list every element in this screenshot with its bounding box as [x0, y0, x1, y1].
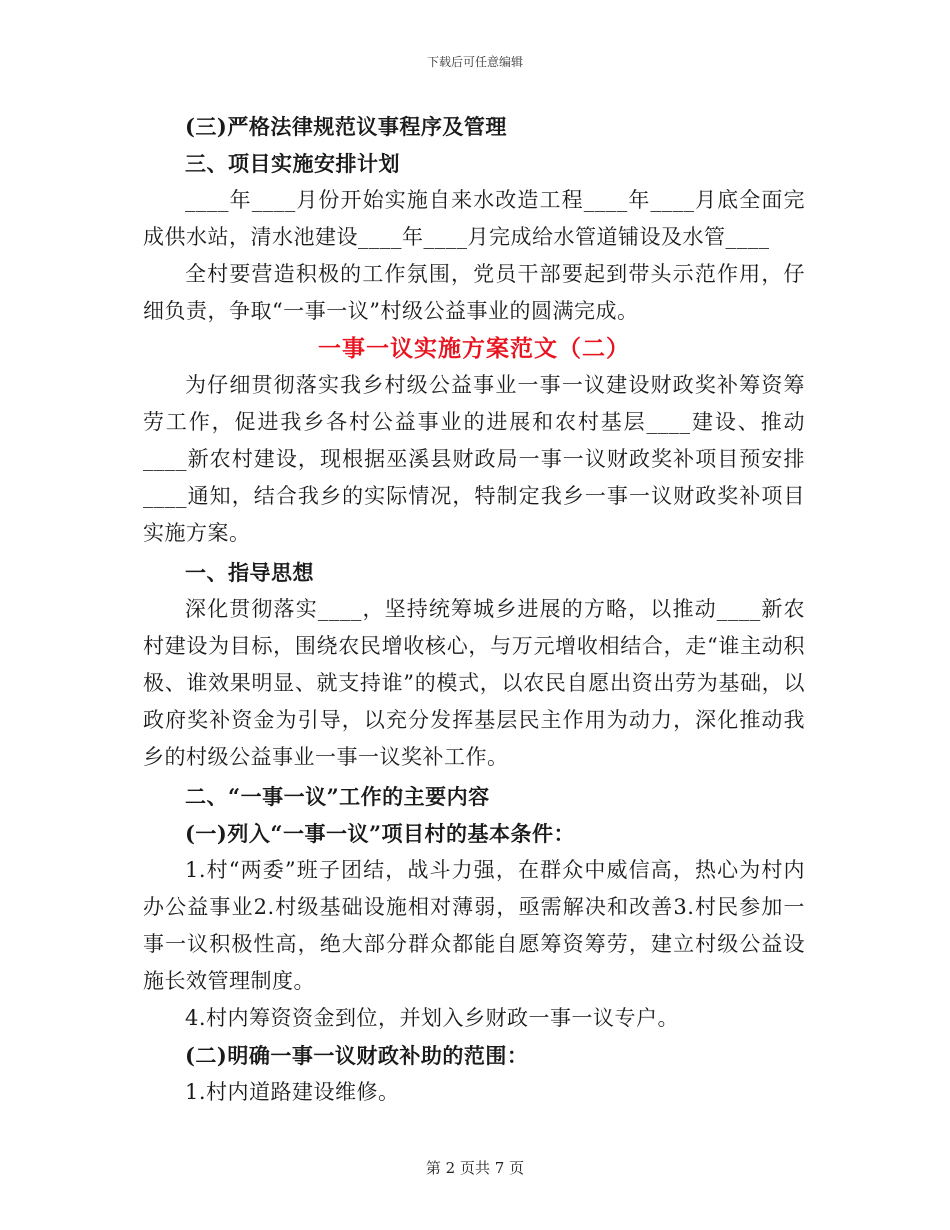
page-header-note: 下载后可任意编辑 [426, 55, 523, 69]
document-body [143, 108, 805, 1111]
paragraph-guiding-ideology: 深化贯彻落实____，坚持统筹城乡进展的方略，以推动____新农村建设为目标，围绕农民增收核心，与万元增收相结合，走“谁主动积极、谁效果明显、就支持谁”的模式，以农民自愿出资出劳为基础，以政府奖补资金为引导，以充分发挥基层民主作用为动力，深化推动我乡的村级公益事业一事一议奖补工作。 [143, 597, 805, 769]
subsection-heading-subsidy-scope: (二)明确一事一议财政补助的范围： [185, 1043, 529, 1068]
paragraph-implementation-schedule: ____年____月份开始实施自来水改造工程____年____月底全面完成供水站，清水池建设____年____月完成给水管道铺设及水管____ [143, 188, 805, 249]
subsection-heading-basic-conditions: (一)列入“一事一议”项目村的基本条件： [185, 821, 576, 846]
document-title-part-two: 一事一议实施方案范文（二） [318, 335, 630, 362]
page-number-footer: 第 2 页共 7 页 [425, 1159, 525, 1177]
paragraph-work-atmosphere: 全村要营造积极的工作氛围，党员干部要起到带头示范作用，仔细负责，争取“一事一议”村级公益事业的圆满完成。 [143, 262, 805, 323]
section-heading-guiding-ideology: 一、指导思想 [185, 560, 314, 585]
paragraph-introduction: 为仔细贯彻落实我乡村级公益事业一事一议建设财政奖补筹资筹劳工作，促进我乡各村公益事业的进展和农村基层____建设、推动____新农村建设，现根据巫溪县财政局一事一议财政奖补项目预安排____通知，结合我乡的实际情况，特制定我乡一事一议财政奖补项目实施方案。 [143, 373, 805, 545]
section-heading-implementation-plan: 三、项目实施安排计划 [185, 151, 400, 176]
paragraph-fund-transfer: 4.村内筹资资金到位，并划入乡财政一事一议专户。 [185, 1006, 680, 1030]
section-heading-main-content: 二、“一事一议”工作的主要内容 [185, 784, 490, 809]
section-heading-strict-procedure: (三)严格法律规范议事程序及管理 [185, 114, 507, 139]
paragraph-basic-conditions: 1.村“两委”班子团结，战斗力强，在群众中威信高，热心为村内办公益事业2.村级基础设施相对薄弱，亟需解决和改善3.村民参加一事一议积极性高，绝大部分群众都能自愿筹资筹劳，建立村级公益设施长效管理制度。 [143, 858, 805, 993]
list-item-road-construction: 1.村内道路建设维修。 [185, 1080, 400, 1104]
